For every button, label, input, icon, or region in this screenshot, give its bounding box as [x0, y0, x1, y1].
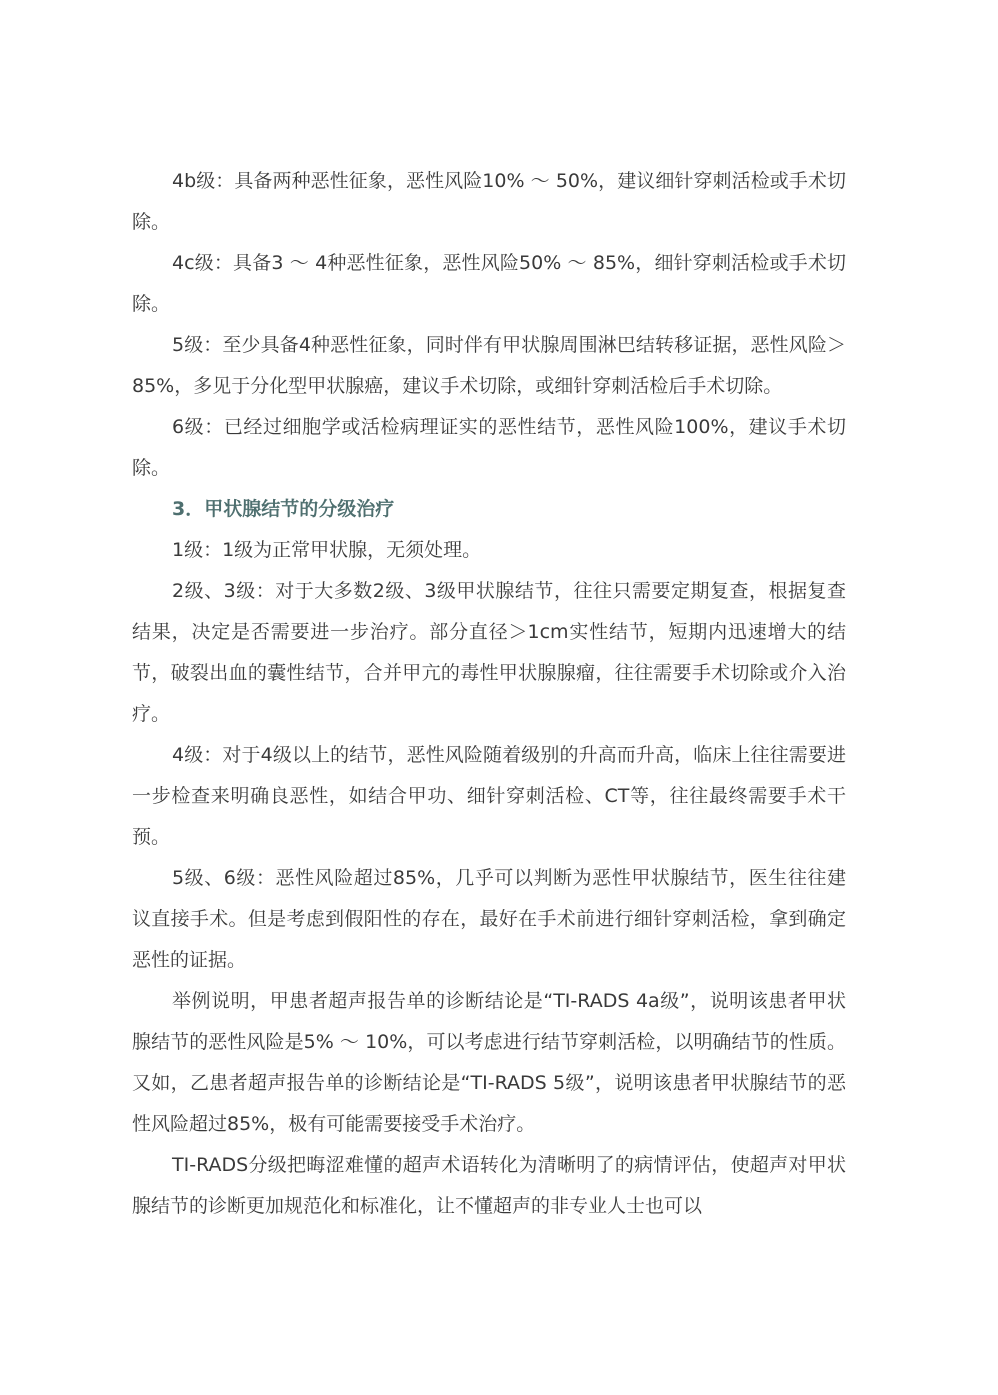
section-heading: 3．甲状腺结节的分级治疗 — [172, 498, 395, 520]
paragraph-treatment-grade-1: 1级：1级为正常甲状腺，无须处理。 — [172, 539, 482, 561]
paragraph-treatment-grade-4: 4级：对于4级以上的结节，恶性风险随着级别的升高而升高，临床上往往需要进一步检查来明确良恶性，如结合甲功、细针穿刺活检、CT等，往往最终需要手术干预。 — [132, 744, 846, 848]
paragraph-ti-rads-summary: TI-RADS分级把晦涩难懂的超声术语转化为清晰明了的病情评估，使超声对甲状腺结节的诊断更加规范化和标准化，让不懂超声的非专业人士也可以 — [132, 1154, 846, 1217]
paragraph-treatment-grade-2-3: 2级、3级：对于大多数2级、3级甲状腺结节，往往只需要定期复查，根据复查结果，决定是否需要进一步治疗。部分直径＞1cm实性结节，短期内迅速增大的结节，破裂出血的囊性结节，合并甲亢的毒性甲状腺腺瘤，往往需要手术切除或介入治疗。 — [132, 580, 846, 725]
paragraph-grade-4b: 4b级：具备两种恶性征象，恶性风险10% ～ 50%，建议细针穿刺活检或手术切除。 — [132, 170, 846, 233]
paragraph-grade-6: 6级：已经过细胞学或活检病理证实的恶性结节，恶性风险100%，建议手术切除。 — [132, 416, 846, 479]
document-body — [132, 161, 846, 1227]
paragraph-treatment-grade-5-6: 5级、6级：恶性风险超过85%，几乎可以判断为恶性甲状腺结节，医生往往建议直接手术。但是考虑到假阳性的存在，最好在手术前进行细针穿刺活检，拿到确定恶性的证据。 — [132, 867, 846, 971]
paragraph-example: 举例说明，甲患者超声报告单的诊断结论是“TI-RADS 4a级”，说明该患者甲状腺结节的恶性风险是5% ～ 10%，可以考虑进行结节穿刺活检，以明确结节的性质。又如，乙患者超声报告单的诊断结论是“TI-RADS 5级”，说明该患者甲状腺结节的恶性风险超过85%，极有可能需要接受手术治疗。 — [132, 990, 846, 1135]
paragraph-grade-5: 5级：至少具备4种恶性征象，同时伴有甲状腺周围淋巴结转移证据，恶性风险＞85%，多见于分化型甲状腺癌，建议手术切除，或细针穿刺活检后手术切除。 — [132, 334, 846, 397]
paragraph-grade-4c: 4c级：具备3 ～ 4种恶性征象，恶性风险50% ～ 85%，细针穿刺活检或手术切除。 — [132, 252, 846, 315]
